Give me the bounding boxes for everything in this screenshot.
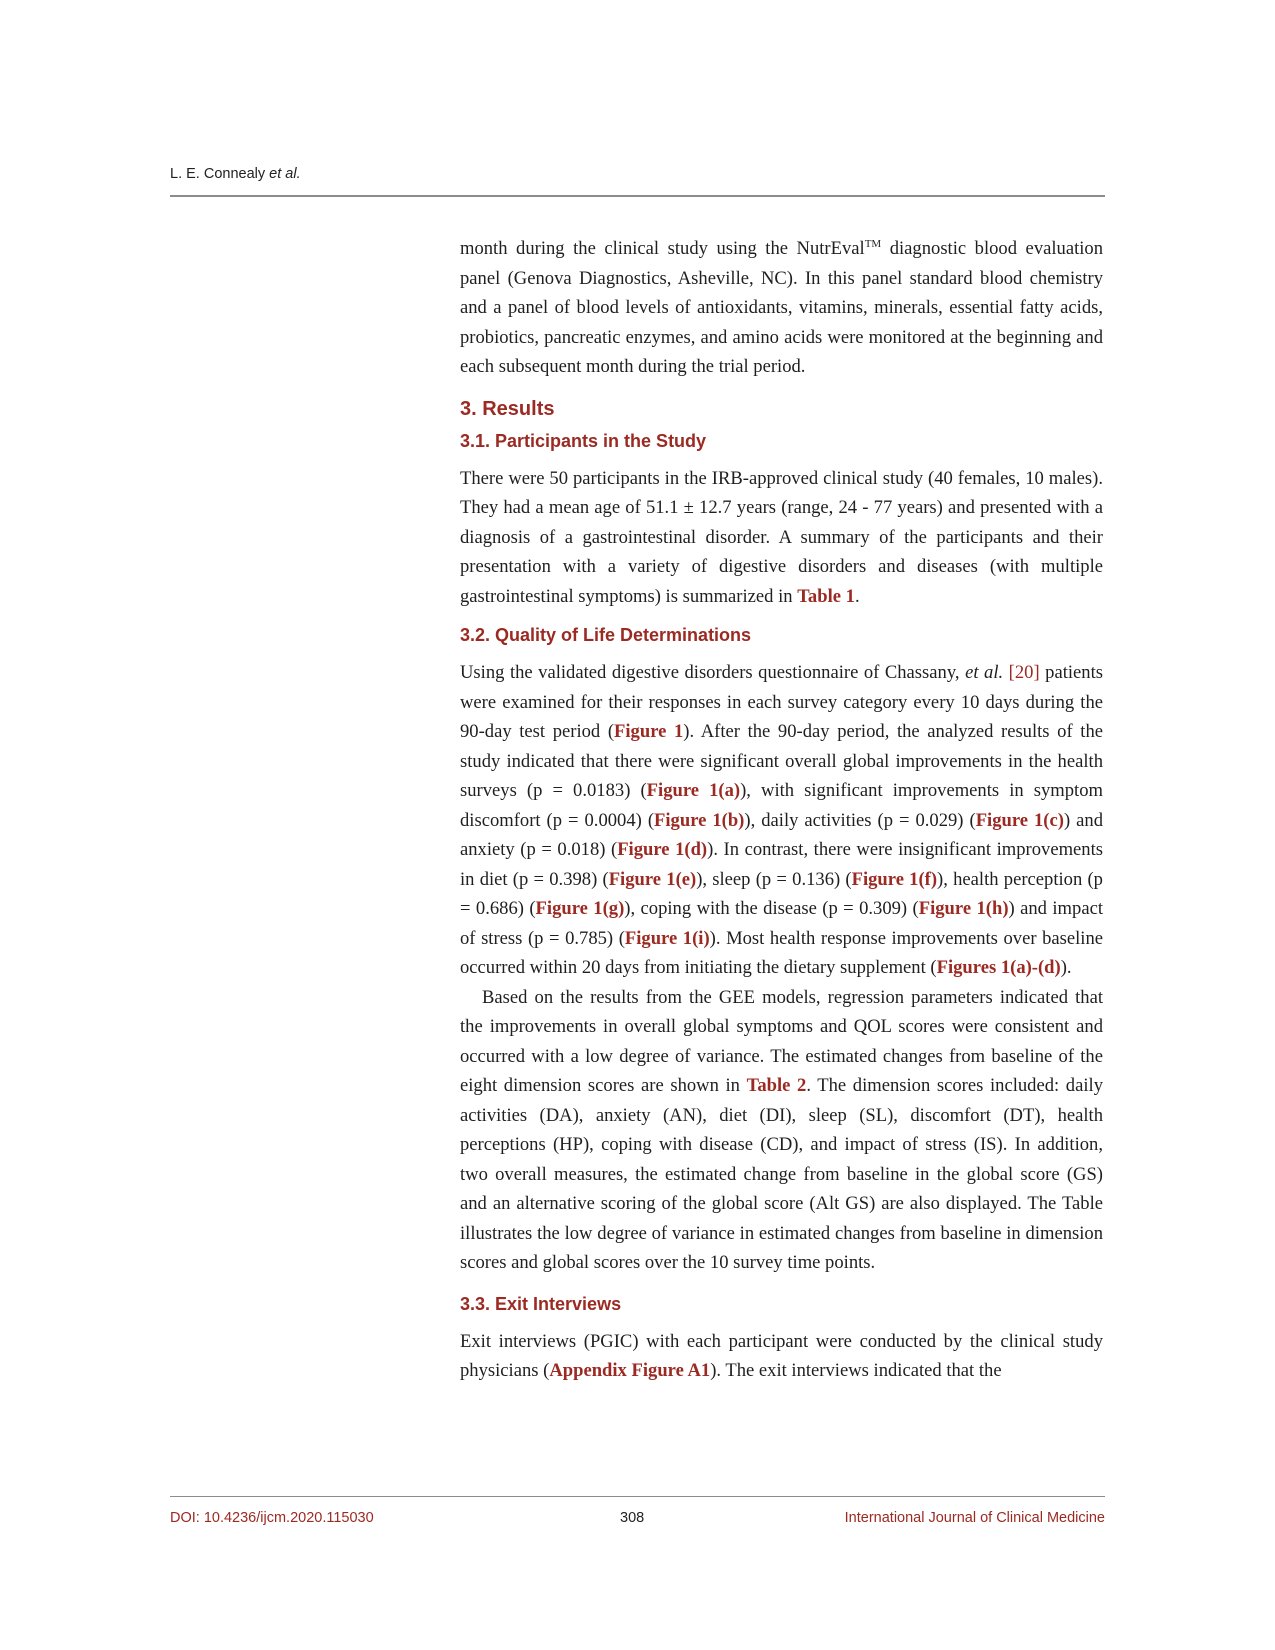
subsection-heading-qol: 3.2. Quality of Life Determinations [460,625,752,646]
subsection-heading-exit: 3.3. Exit Interviews [460,1293,622,1314]
link-figure-1b[interactable]: Figure 1(b) [654,809,745,831]
link-figure-1c[interactable]: Figure 1(c) [975,809,1064,831]
link-figure-1f[interactable]: Figure 1(f) [851,868,938,890]
main-column [460,230,1103,1386]
text: ), coping with the disease (p = 0.309) ( [624,898,919,920]
text: ). In contrast, there were insignificant improvements in diet (p = 0.398) ( [460,839,1103,890]
header-divider [170,195,1105,197]
text: ). Most health response improvements over baseline occurred within 20 days from initiating the dietary supplement ( [460,927,1104,979]
page-number: 308 [620,1510,645,1526]
text: ), daily activities (p = 0.029) ( [744,809,976,831]
text: ) and impact of stress (p = 0.785) ( [460,898,1103,949]
header-author: L. E. Connealy [170,166,266,182]
footer-doi[interactable]: DOI: 10.4236/ijcm.2020.115030 [170,1510,374,1526]
text: ), sleep (p = 0.136) ( [696,868,852,890]
text: Exit interviews (PGIC) with each participant were conducted by the clinical study physicians ( [460,1330,1103,1382]
text: There were 50 participants in the IRB-approved clinical study (40 females, 10 males). They had a mean age of 51.1 ± 12.7 years (range, 24 - 77 years) and presented with a diagnosis of a gastrointestinal disorder. A summary of the participants and their presentation with a variety of digestive disorders and diseases (with multiple gastrointestinal symptoms) is summarized in [460,467,1103,607]
paragraph-gee [460,983,1103,1278]
link-figures-1a-d[interactable]: Figures 1(a)-(d) [936,957,1061,979]
paragraph-exit [460,1327,1103,1386]
paragraph-qol [460,658,1103,983]
link-figure-1e[interactable]: Figure 1(e) [608,868,697,890]
section-heading-results: 3. Results [460,397,555,420]
link-figure-1[interactable]: Figure 1 [614,721,684,743]
text: diagnostic blood evaluation panel (Genova Diagnostics, Asheville, NC). In this panel standard blood chemistry and a panel of blood levels of antioxidants, vitamins, minerals, essential fatty acids, probiotics, pancreatic enzymes, and amino acids were monitored at the beginning and each subsequent month during the trial period. [460,238,1104,378]
etal-italic: et al. [965,662,1004,684]
text: . The dimension scores included: daily activities (DA), anxiety (AN), diet (DI), sleep (SL), discomfort (DT), health perceptions (HP), coping with disease (CD), and impact of stress (IS). In addition, two overall measures, the estimated change from baseline in the global score (GS) and an alternative scoring of the global score (Alt GS) are also displayed. The Table illustrates the low degree of variance in estimated changes from baseline in dimension scores and global scores over the 10 survey time points. [460,1075,1103,1274]
link-table-1[interactable]: Table 1 [797,585,855,607]
text: Based on the results from the GEE models, regression parameters indicated that the improvements in overall global symptoms and QOL scores were consistent and occurred with a low degree of variance. The estimated changes from baseline of the eight dimension scores are shown in [460,986,1103,1097]
text: ). [1060,957,1072,979]
paragraph-participants [460,464,1103,612]
text: Using the validated digestive disorders questionnaire of Chassany, [460,662,966,684]
link-figure-1d[interactable]: Figure 1(d) [617,839,708,861]
link-figure-1i[interactable]: Figure 1(i) [624,927,710,949]
subsection-heading-participants: 3.1. Participants in the Study [460,430,707,451]
text: ), health perception (p = 0.686) ( [460,868,1103,920]
citation-20[interactable]: [20] [1008,662,1040,684]
link-figure-1a[interactable]: Figure 1(a) [646,780,741,802]
text: ). The exit interviews indicated that the [710,1360,1002,1382]
running-header [170,166,301,182]
footer-divider [170,1496,1105,1497]
trademark-sup: TM [864,238,882,250]
text: ) and anxiety (p = 0.018) ( [460,809,1103,861]
text: . [854,585,860,607]
footer-journal: International Journal of Clinical Medicine [844,1510,1105,1526]
text: month during the clinical study using the NutrEval [460,238,865,260]
header-etal: et al. [269,166,301,182]
link-appendix-figure-a1[interactable]: Appendix Figure A1 [549,1360,711,1382]
text: ). After the 90-day period, the analyzed results of the study indicated that there were significant overall global improvements in the health surveys (p = 0.0183) ( [460,721,1104,802]
link-table-2[interactable]: Table 2 [746,1075,807,1097]
text: ), with significant improvements in symptom discomfort (p = 0.0004) ( [460,780,1103,831]
link-figure-1g[interactable]: Figure 1(g) [535,898,625,920]
paragraph-nutreval [460,230,1103,382]
link-figure-1h[interactable]: Figure 1(h) [918,898,1009,920]
text: patients were examined for their responses in each survey category every 10 days during the 90-day test period ( [460,662,1104,743]
